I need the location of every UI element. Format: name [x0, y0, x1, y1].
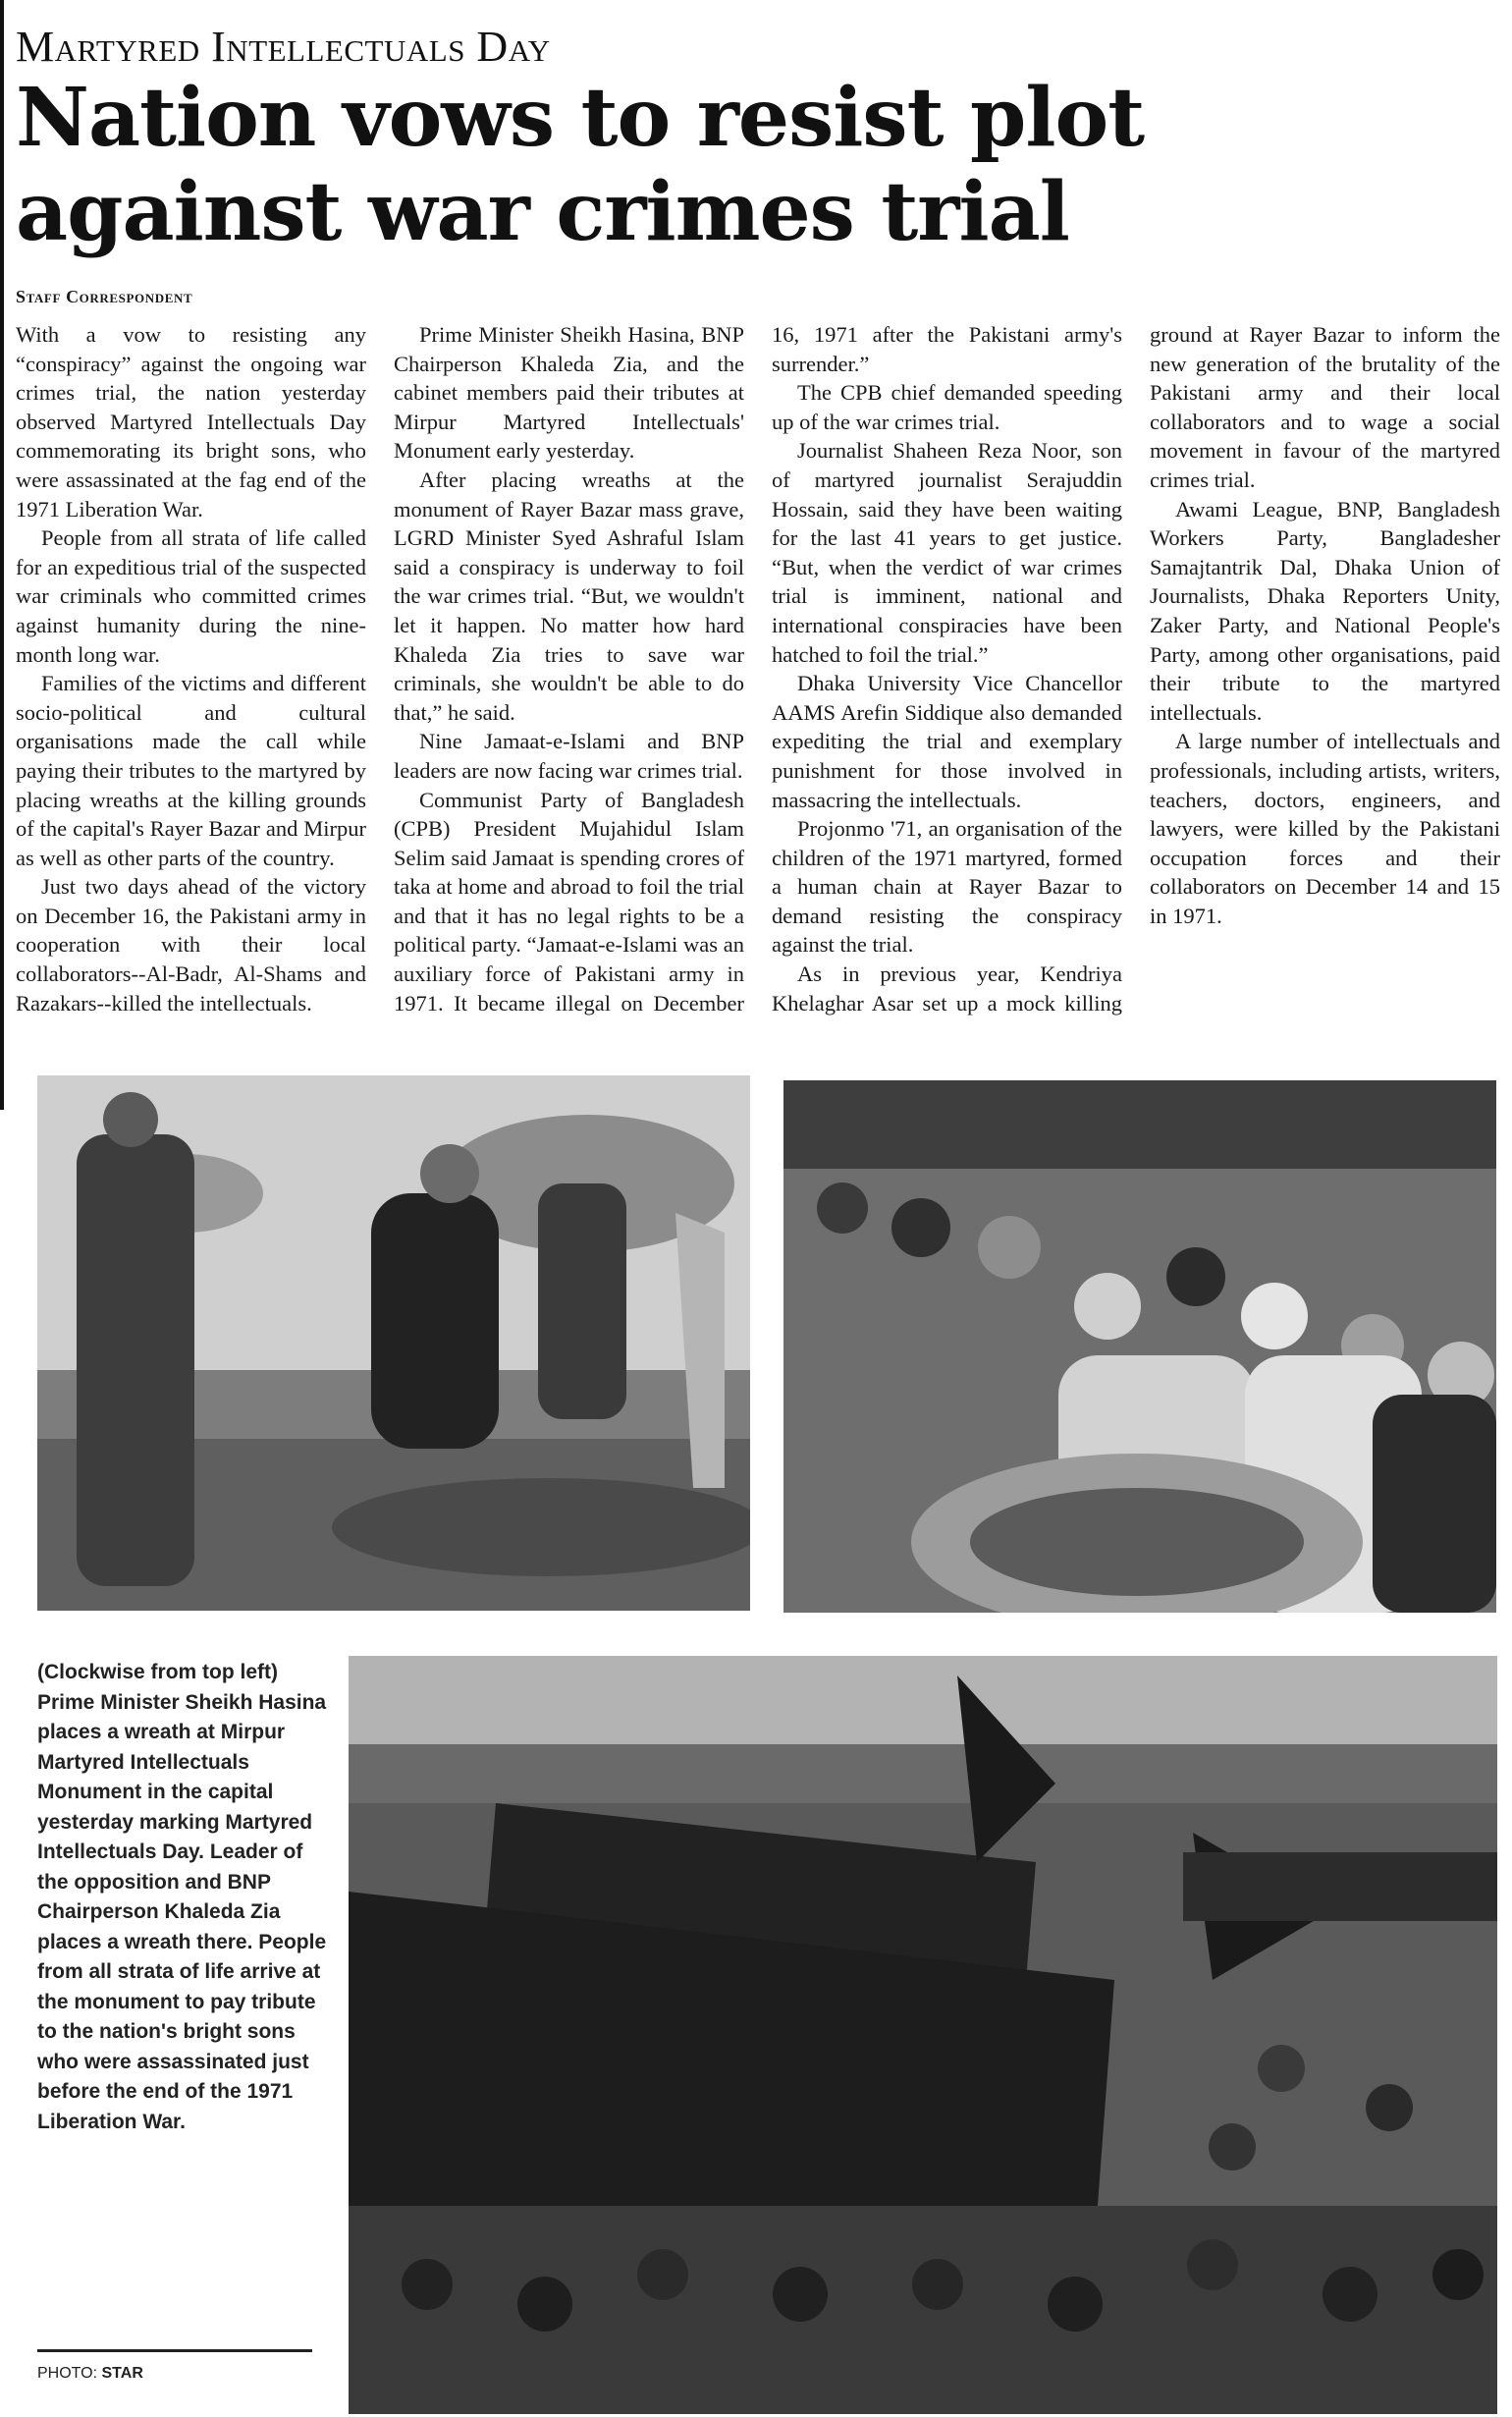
body-paragraph: Just two days ahead of the victory on December 16, the Pakistani army in cooperation with their local collaborators--Al-Badr, Al-Shams and Razakars--killed the intellectuals.	[16, 874, 366, 1016]
body-paragraph: The CPB chief demanded speeding up of the war crimes trial.	[772, 380, 1122, 434]
body-paragraph: Projonmo '71, an organisation of the children of the 1971 martyred, formed a human chain at Rayer Bazar to demand resisting the conspiracy against the trial.	[772, 816, 1122, 958]
section-kicker: Martyred Intellectuals Day	[16, 23, 551, 71]
body-paragraph: Families of the victims and different socio-political and cultural organisations made the call while paying their tributes to the martyred by placing wreaths at the killing grounds of the capital's Rayer Bazar and Mirpur as well as other parts of the country.	[16, 671, 366, 870]
body-paragraph: Communist Party of Bangladesh (CPB) President Mujahidul Islam Selim said Jamaat is spending crores of taka at home and abroad to foil the trial and that it has no legal rights to be a political party. “Jamaat-e-Islami was an auxiliary force of Pakistani army in 1971. It became illegal on December 16, 1971 after the Pakistani army's surrender.”	[394, 322, 1122, 1016]
left-column-rule	[0, 0, 4, 1110]
body-paragraph: As in previous year, Kendriya Khelaghar Asar set up a mock killing ground at Rayer Bazar to inform the new generation of the brutality of the Pakistani army and their local collaborators and to wage a social movement in favour of the martyred crimes trial.	[772, 322, 1500, 1016]
body-paragraph: People from all strata of life called for an expeditious trial of the suspected war criminals who committed crimes against humanity during the nine-month long war.	[16, 525, 366, 667]
credit-rule	[37, 2349, 312, 2352]
body-paragraph: After placing wreaths at the monument of Rayer Bazar mass grave, LGRD Minister Syed Ashraful Islam said a conspiracy is underway to foil the war crimes trial. “But, we wouldn't let it happen. No matter how hard Khaleda Zia tries to save war criminals, she wouldn't be able to do that,” he said.	[394, 467, 744, 725]
body-paragraph: With a vow to resisting any “conspiracy” against the ongoing war crimes trial, the nation yesterday observed Martyred Intellectuals Day commemorating its bright sons, who were assassinated at the fag end of the 1971 Liberation War.	[16, 322, 366, 522]
photo-opposition-leader-wreath-scene	[783, 1080, 1496, 1613]
body-paragraph: Dhaka University Vice Chancellor AAMS Arefin Siddique also demanded expediting the trial and exemplary punishment for those involved in massacring the intellectuals.	[772, 671, 1122, 812]
photo-pm-wreath-monument-scene	[37, 1075, 750, 1611]
photo-pm-wreath-monument	[37, 1075, 750, 1611]
photo-caption: (Clockwise from top left) Prime Minister Sheikh Hasina places a wreath at Mirpur Martyred Intellectuals Monument in the capital yesterday marking Martyred Intellectuals Day. Leader of the opposition and BNP Chairperson Khaleda Zia places a wreath there. People from all strata of life arrive at the monument to pay tribute to the nation's bright sons who were assassinated just before the end of the 1971 Liberation War.	[37, 1661, 327, 2133]
photo-credit-source: STAR	[101, 2365, 143, 2382]
body-paragraph: Nine Jamaat-e-Islami and BNP leaders are now facing war crimes trial.	[394, 729, 744, 783]
photo-credit-label: PHOTO:	[37, 2365, 98, 2382]
body-paragraph: A large number of intellectuals and professionals, including artists, writers, teachers, doctors, engineers, and lawyers, were killed by the Pakistani occupation forces and their collaborators on December 14 and 15 in 1971.	[1150, 729, 1500, 928]
byline: Staff Correspondent	[16, 287, 193, 306]
body-paragraph: Awami League, BNP, Bangladesh Workers Party, Bangladesher Samajtantrik Dal, Dhaka Union of Journalists, Dhaka Reporters Unity, Zaker Party, and National People's Party, among other organisations, paid their tribute to the martyred intellectuals.	[1150, 496, 1500, 725]
photo-credit	[37, 2365, 143, 2383]
body-paragraph: Prime Minister Sheikh Hasina, BNP Chairperson Khaleda Zia, and the cabinet members paid their tributes at Mirpur Martyred Intellectuals' Monument early yesterday.	[394, 322, 744, 464]
photo-opposition-leader-wreath	[783, 1080, 1496, 1613]
headline: Nation vows to resist plot against war crimes trial	[16, 71, 1145, 259]
photo-crowd-banners	[349, 1656, 1497, 2414]
photo-crowd-banners-scene	[349, 1656, 1497, 2414]
article-body	[16, 320, 1500, 1027]
body-paragraph: Journalist Shaheen Reza Noor, son of martyred journalist Serajuddin Hossain, said they have been waiting for the last 41 years to get justice. “But, when the verdict of war crimes trial is imminent, national and international conspiracies have been hatched to foil the trial.”	[772, 438, 1122, 667]
